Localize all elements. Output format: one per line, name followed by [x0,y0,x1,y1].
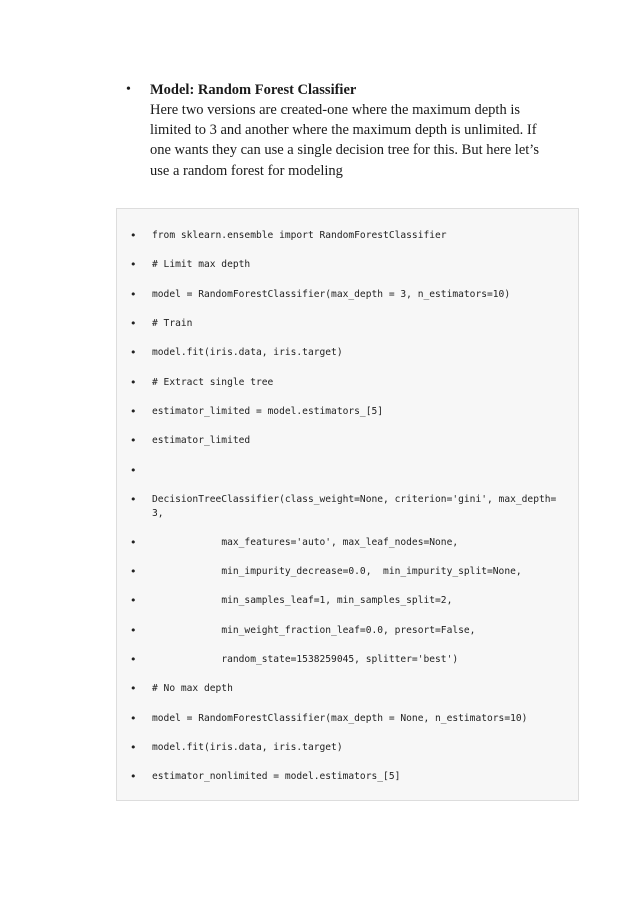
bullet: • [130,624,137,637]
code-text: model = RandomForestClassifier(max_depth = None, n_estimators=10) [152,713,528,724]
bullet: • [126,82,131,97]
bullet: • [130,464,137,477]
bullet: • [130,770,137,783]
code-text: from sklearn.ensemble import RandomForestClassifier [152,230,447,241]
bullet: • [130,565,137,578]
code-text: estimator_limited [152,435,251,446]
bullet: • [130,653,137,666]
bullet: • [130,229,137,242]
code-text: model.fit(iris.data, iris.target) [152,742,343,753]
code-text: # No max depth [152,683,233,694]
code-text: min_weight_fraction_leaf=0.0, presort=False, [152,625,476,636]
intro-paragraph: Here two versions are created-one where the maximum depth is limited to 3 and another where the maximum depth is unlimited. If one wants they can use a single decision tree for this. But here let’s use a random forest for modeling [150,102,539,179]
bullet: • [130,594,137,607]
code-text: max_features='auto', max_leaf_nodes=None, [152,537,459,548]
bullet: • [130,288,137,301]
bullet: • [130,741,137,754]
bullet: • [130,493,137,506]
bullet: • [130,317,137,330]
bullet: • [130,405,137,418]
bullet: • [130,434,137,447]
code-text: # Train [152,318,193,329]
code-text: random_state=1538259045, splitter='best') [152,654,459,665]
code-block [116,208,579,801]
bullet: • [130,712,137,725]
intro-content [150,80,560,181]
bullet: • [130,536,137,549]
code-text: model.fit(iris.data, iris.target) [152,347,343,358]
code-text: # Extract single tree [152,377,274,388]
code-text: # Limit max depth [152,259,251,270]
code-text: DecisionTreeClassifier(class_weight=None, criterion='gini', max_depth=3, [152,494,557,519]
bullet: • [130,376,137,389]
bullet: • [130,258,137,271]
code-text: min_impurity_decrease=0.0, min_impurity_split=None, [152,566,522,577]
section-title: Model: Random Forest Classifier [150,82,357,98]
code-text: estimator_limited = model.estimators_[5] [152,406,384,417]
code-text: model = RandomForestClassifier(max_depth = 3, n_estimators=10) [152,289,511,300]
bullet: • [130,682,137,695]
bullet: • [130,346,137,359]
code-text: min_samples_leaf=1, min_samples_split=2, [152,595,453,606]
code-text: estimator_nonlimited = model.estimators_[5] [152,771,401,782]
